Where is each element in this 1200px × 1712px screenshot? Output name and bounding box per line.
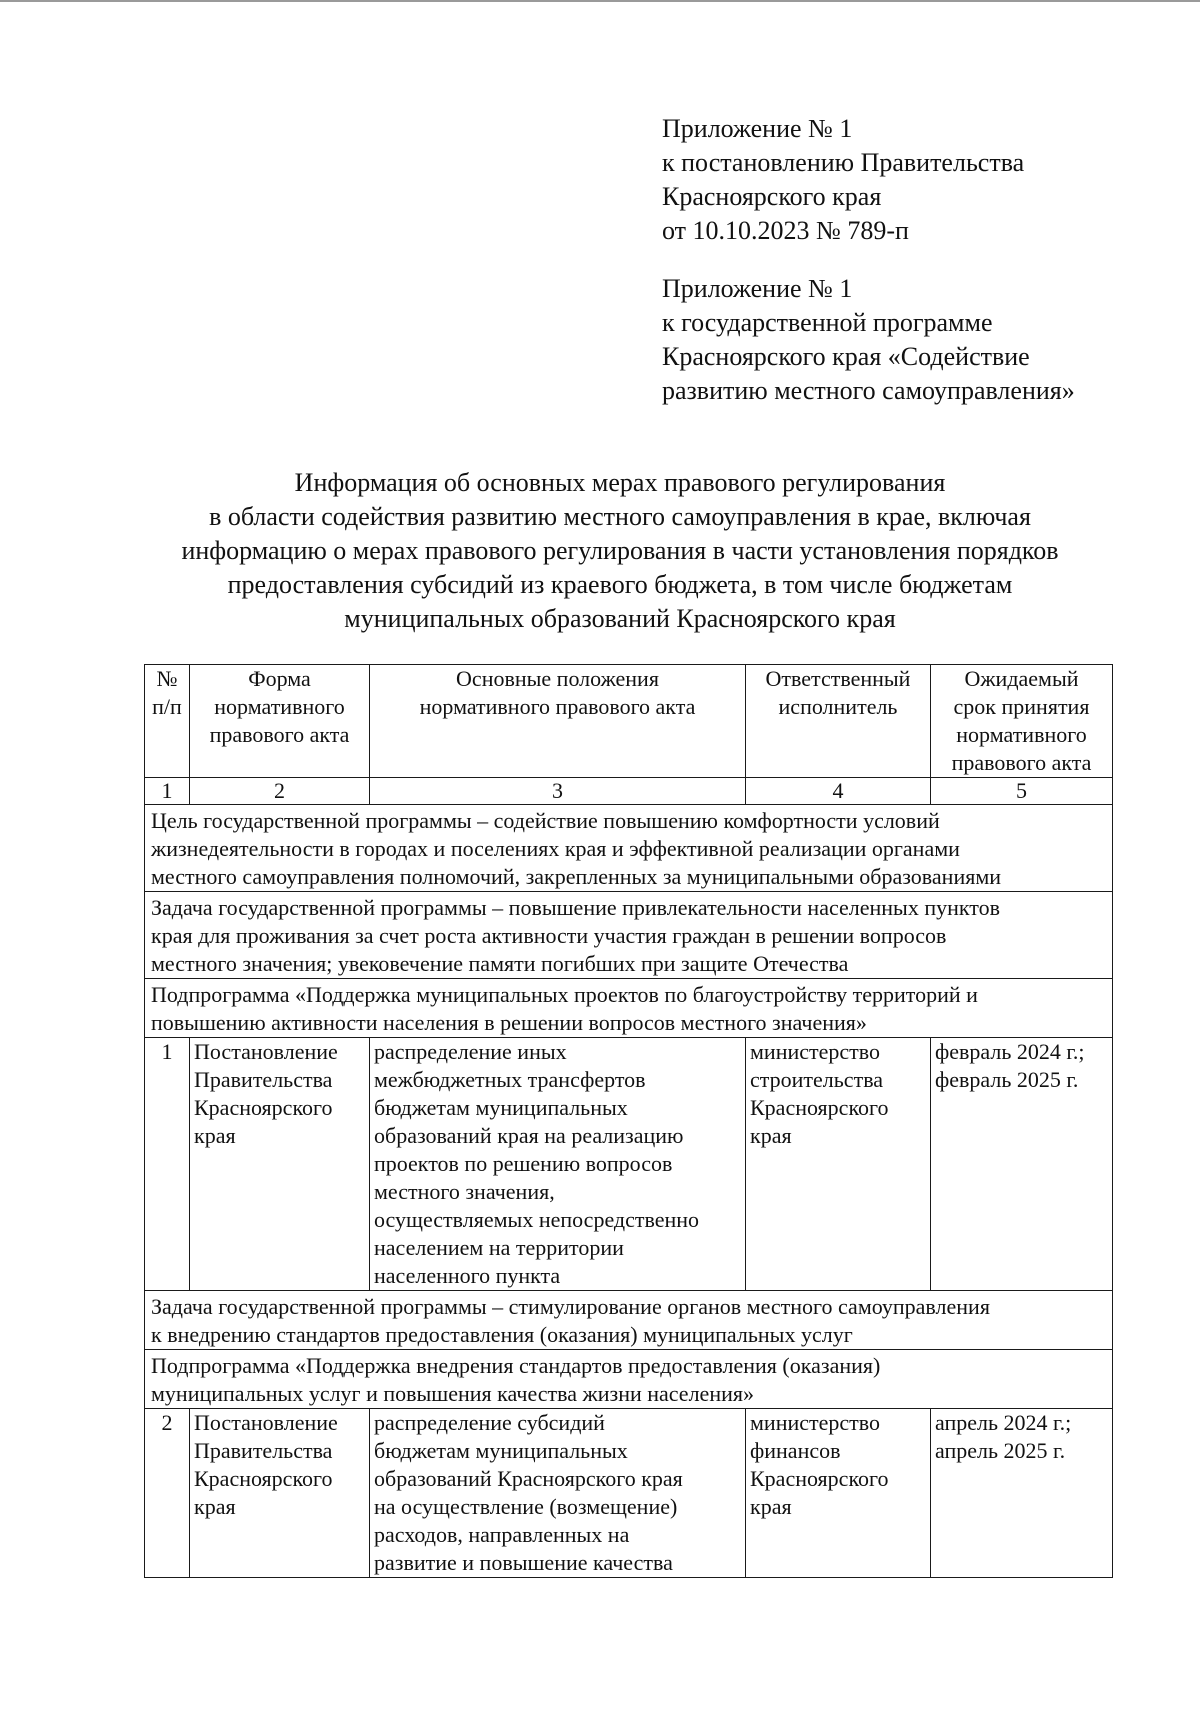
deadline-line: апрель 2025 г. bbox=[935, 1438, 1066, 1463]
goal-line: Цель государственной программы – содействие повышению комфортности условий bbox=[151, 808, 940, 833]
column-number: 5 bbox=[931, 778, 1113, 805]
title-line: в области содействия развитию местного самоуправления в крае, включая bbox=[209, 502, 1031, 531]
deadline-line: февраль 2024 г.; bbox=[935, 1039, 1085, 1064]
executor-line: строительства bbox=[750, 1067, 884, 1092]
act-form-line: Постановление bbox=[194, 1039, 338, 1064]
title-line: муниципальных образований Красноярского края bbox=[344, 604, 896, 633]
goal-line: местного самоуправления полномочий, закрепленных за муниципальными образованиями bbox=[151, 864, 1002, 889]
provisions-line: проектов по решению вопросов bbox=[374, 1151, 673, 1176]
provisions-line: межбюджетных трансфертов bbox=[374, 1067, 646, 1092]
act-form-line: Постановление bbox=[194, 1410, 338, 1435]
header-text: № bbox=[156, 666, 178, 691]
subprogram-line: муниципальных услуг и повышения качества жизни населения» bbox=[151, 1381, 754, 1406]
executor-line: края bbox=[750, 1123, 792, 1148]
provisions-cell bbox=[370, 1038, 746, 1291]
row-number: 2 bbox=[145, 1409, 190, 1578]
task-line: местного значения; увековечение памяти погибших при защите Отечества bbox=[151, 951, 849, 976]
program-goal bbox=[145, 805, 1113, 892]
act-form-line: Красноярского bbox=[194, 1466, 333, 1491]
goal-line: жизнедеятельности в городах и поселениях края и эффективной реализации органами bbox=[151, 836, 960, 861]
executor-line: Красноярского bbox=[750, 1095, 889, 1120]
header-cell-form bbox=[190, 665, 370, 778]
provisions-line: бюджетам муниципальных bbox=[374, 1095, 628, 1120]
provisions-line: образований края на реализацию bbox=[374, 1123, 684, 1148]
appendix-line: к государственной программе bbox=[662, 308, 993, 337]
act-form-line: Правительства bbox=[194, 1067, 333, 1092]
column-number: 2 bbox=[190, 778, 370, 805]
provisions-line: развитие и повышение качества bbox=[374, 1550, 673, 1575]
executor-line: министерство bbox=[750, 1039, 881, 1064]
program-task-2 bbox=[145, 1291, 1113, 1350]
header-text: срок принятия bbox=[953, 694, 1090, 719]
act-form-cell bbox=[190, 1409, 370, 1578]
provisions-line: местного значения, bbox=[374, 1179, 555, 1204]
header-text: нормативного bbox=[214, 694, 345, 719]
table-row bbox=[145, 1409, 1113, 1578]
title-line: информацию о мерах правового регулирования в части установления порядков bbox=[181, 536, 1059, 565]
header-text: нормативного bbox=[956, 722, 1087, 747]
deadline-line: апрель 2024 г.; bbox=[935, 1410, 1072, 1435]
header-text: п/п bbox=[152, 694, 182, 719]
title-line: предоставления субсидий из краевого бюджета, в том числе бюджетам bbox=[227, 570, 1013, 599]
subprogram-line: Подпрограмма «Поддержка муниципальных проектов по благоустройству территорий и bbox=[151, 982, 978, 1007]
deadline-line: февраль 2025 г. bbox=[935, 1067, 1079, 1092]
header-text: Ожидаемый bbox=[964, 666, 1079, 691]
table-header-row bbox=[145, 665, 1113, 778]
provisions-line: распределение иных bbox=[374, 1039, 567, 1064]
header-text: правового акта bbox=[209, 722, 350, 747]
header-cell-number bbox=[145, 665, 190, 778]
scan-top-edge bbox=[0, 0, 1200, 2]
provisions-line: осуществляемых непосредственно bbox=[374, 1207, 700, 1232]
provisions-line: населенного пункта bbox=[374, 1263, 561, 1288]
row-number: 1 bbox=[145, 1038, 190, 1291]
executor-cell bbox=[746, 1038, 931, 1291]
column-number: 3 bbox=[370, 778, 746, 805]
task-line: Задача государственной программы – повышение привлекательности населенных пунктов bbox=[151, 895, 1000, 920]
header-text: Ответственный bbox=[765, 666, 911, 691]
provisions-line: на осуществление (возмещение) bbox=[374, 1494, 678, 1519]
measures-table bbox=[144, 664, 1113, 1578]
column-number-row bbox=[145, 778, 1113, 805]
executor-cell bbox=[746, 1409, 931, 1578]
task-row bbox=[145, 892, 1113, 979]
header-cell-provisions bbox=[370, 665, 746, 778]
column-number: 1 bbox=[145, 778, 190, 805]
subprogram-row bbox=[145, 1350, 1113, 1409]
table-row bbox=[145, 1038, 1113, 1291]
appendix-line: развитию местного самоуправления» bbox=[662, 376, 1075, 405]
provisions-line: расходов, направленных на bbox=[374, 1522, 630, 1547]
title-line: Информация об основных мерах правового регулирования bbox=[294, 468, 946, 497]
executor-line: края bbox=[750, 1494, 792, 1519]
appendix-line: Красноярского края «Содействие bbox=[662, 342, 1030, 371]
header-text: исполнитель bbox=[778, 694, 898, 719]
provisions-line: бюджетам муниципальных bbox=[374, 1438, 628, 1463]
act-form-cell bbox=[190, 1038, 370, 1291]
appendix-line: Приложение № 1 bbox=[662, 114, 853, 143]
executor-line: министерство bbox=[750, 1410, 881, 1435]
appendix-line: к постановлению Правительства bbox=[662, 148, 1025, 177]
provisions-cell bbox=[370, 1409, 746, 1578]
act-form-line: Красноярского bbox=[194, 1095, 333, 1120]
provisions-line: распределение субсидий bbox=[374, 1410, 605, 1435]
goal-row bbox=[145, 805, 1113, 892]
executor-line: финансов bbox=[750, 1438, 841, 1463]
provisions-line: образований Красноярского края bbox=[374, 1466, 683, 1491]
header-cell-executor bbox=[746, 665, 931, 778]
provisions-line: населением на территории bbox=[374, 1235, 624, 1260]
task-line: к внедрению стандартов предоставления (оказания) муниципальных услуг bbox=[151, 1322, 853, 1347]
header-text: Основные положения bbox=[456, 666, 659, 691]
task-row bbox=[145, 1291, 1113, 1350]
executor-line: Красноярского bbox=[750, 1466, 889, 1491]
subprogram-line: повышению активности населения в решении вопросов местного значения» bbox=[151, 1010, 867, 1035]
column-number: 4 bbox=[746, 778, 931, 805]
subprogram-row bbox=[145, 979, 1113, 1038]
act-form-line: Правительства bbox=[194, 1438, 333, 1463]
header-text: нормативного правового акта bbox=[419, 694, 696, 719]
document-title bbox=[140, 466, 1100, 636]
appendix-line: Красноярского края bbox=[662, 182, 882, 211]
program-task-1 bbox=[145, 892, 1113, 979]
task-line: Задача государственной программы – стимулирование органов местного самоуправления bbox=[151, 1294, 990, 1319]
subprogram-1 bbox=[145, 979, 1113, 1038]
deadline-cell bbox=[931, 1409, 1113, 1578]
header-text: Форма bbox=[248, 666, 311, 691]
task-line: края для проживания за счет роста активности участия граждан в решении вопросов bbox=[151, 923, 947, 948]
subprogram-2 bbox=[145, 1350, 1113, 1409]
appendix-line: Приложение № 1 bbox=[662, 274, 853, 303]
act-form-line: края bbox=[194, 1123, 236, 1148]
deadline-cell bbox=[931, 1038, 1113, 1291]
subprogram-line: Подпрограмма «Поддержка внедрения стандартов предоставления (оказания) bbox=[151, 1353, 881, 1378]
act-form-line: края bbox=[194, 1494, 236, 1519]
header-cell-deadline bbox=[931, 665, 1113, 778]
header-text: правового акта bbox=[951, 750, 1092, 775]
appendix-note-resolution bbox=[662, 112, 1024, 248]
appendix-line: от 10.10.2023 № 789-п bbox=[662, 216, 909, 245]
appendix-note-program bbox=[662, 272, 1075, 408]
